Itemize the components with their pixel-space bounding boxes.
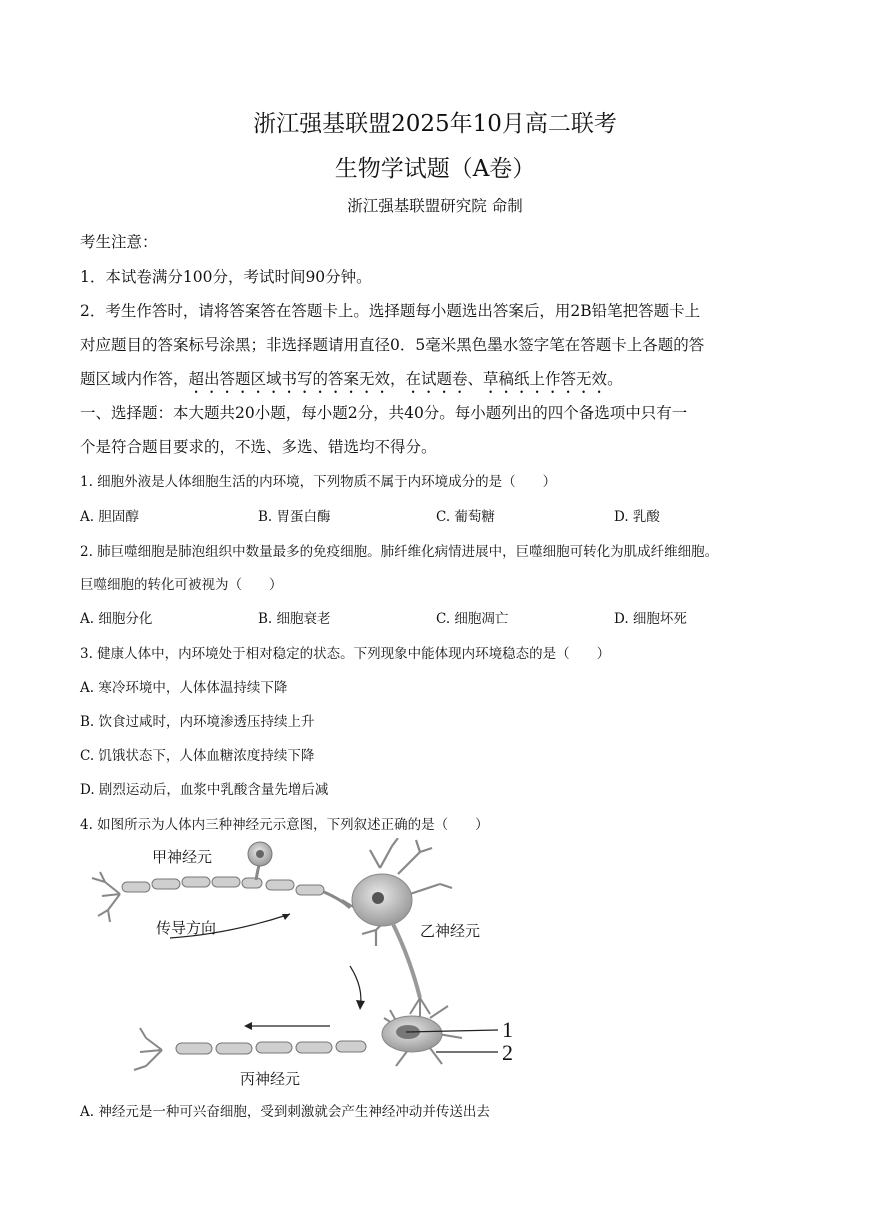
question-4-option-a: A. 神经元是一种可兴奋细胞，受到刺激就会产生神经冲动并传送出去 [80, 1104, 490, 1120]
section-instructions-line-2: 个是符合题目要求的，不选、多选、错选均不得分。 [80, 438, 437, 456]
notice-text: 。 [607, 370, 623, 388]
notice-item-1: 1．本试卷满分100分，考试时间90分钟。 [80, 268, 372, 286]
notice-item-2-line-2: 对应题目的答案标号涂黑；非选择题请用直径0．5毫米黑色墨水签字笔在答题卡上各题的答 [80, 336, 705, 354]
question-3-option-d: D. 剧烈运动后，血浆中乳酸含量先增后减 [80, 782, 329, 798]
question-4-stem: 4. 如图所示为人体内三种神经元示意图，下列叙述正确的是（ ） [80, 817, 489, 833]
section-instructions-line-1: 一、选择题：本大题共20小题，每小题2分，共40分。每小题列出的四个备选项中只有一 [80, 404, 688, 422]
question-1-option-c: C. 葡萄糖 [436, 509, 495, 525]
question-3-option-c: C. 饥饿状态下，人体血糖浓度持续下降 [80, 748, 315, 764]
question-1-stem: 1. 细胞外液是人体细胞生活的内环境，下列物质不属于内环境成分的是（ ） [80, 474, 557, 490]
label-yi-neuron: 乙神经元 [420, 922, 481, 940]
label-bing-neuron: 丙神经元 [240, 1070, 301, 1088]
label-2: 2 [502, 1040, 513, 1065]
emphasis-text: 在试题卷、草稿纸上作答无效 [405, 370, 608, 388]
question-1-option-d: D. 乳酸 [614, 509, 660, 525]
label-1: 1 [502, 1017, 513, 1042]
label-jia-neuron: 甲神经元 [152, 848, 213, 866]
question-2-option-b: B. 细胞衰老 [258, 611, 331, 627]
notice-text: 题区域内作答， [80, 370, 189, 388]
exam-title: 浙江强基联盟2025年10月高二联考 [253, 111, 617, 137]
notice-heading: 考生注意： [80, 233, 158, 251]
notice-text: ， [390, 370, 406, 388]
question-2-stem-cont: 巨噬细胞的转化可被视为（ ） [80, 577, 283, 593]
publisher: 浙江强基联盟研究院 命制 [347, 197, 523, 215]
notice-item-2-line-1: 2．考生作答时，请将答案答在答题卡上。选择题每小题选出答案后，用2B铅笔把答题卡上 [80, 302, 701, 320]
question-3-stem: 3. 健康人体中，内环境处于相对稳定的状态。下列现象中能体现内环境稳态的是（ ） [80, 646, 611, 662]
label-conduction-direction: 传导方向 [156, 919, 217, 937]
question-3-option-b: B. 饮食过咸时，内环境渗透压持续上升 [80, 714, 315, 730]
emphasis-text: 超出答题区域书写的答案无效 [188, 370, 391, 388]
neuron-figure [80, 838, 540, 1098]
question-2-stem: 2. 肺巨噬细胞是肺泡组织中数量最多的免疫细胞。肺纤维化病情进展中，巨噬细胞可转化为肌成纤维细胞。 [80, 544, 719, 560]
question-2-option-c: C. 细胞凋亡 [436, 611, 509, 627]
notice-item-2-line-3 [80, 367, 623, 397]
question-2-option-a: A. 细胞分化 [80, 611, 153, 627]
exam-subtitle: 生物学试题（A卷） [334, 156, 536, 182]
neuron-bing [134, 1006, 462, 1070]
question-2-option-d: D. 细胞坏死 [614, 611, 687, 627]
neuron-jia [92, 842, 350, 922]
question-3-option-a: A. 寒冷环境中，人体体温持续下降 [80, 680, 288, 696]
question-1-option-b: B. 胃蛋白酶 [258, 509, 331, 525]
question-1-option-a: A. 胆固醇 [80, 509, 139, 525]
